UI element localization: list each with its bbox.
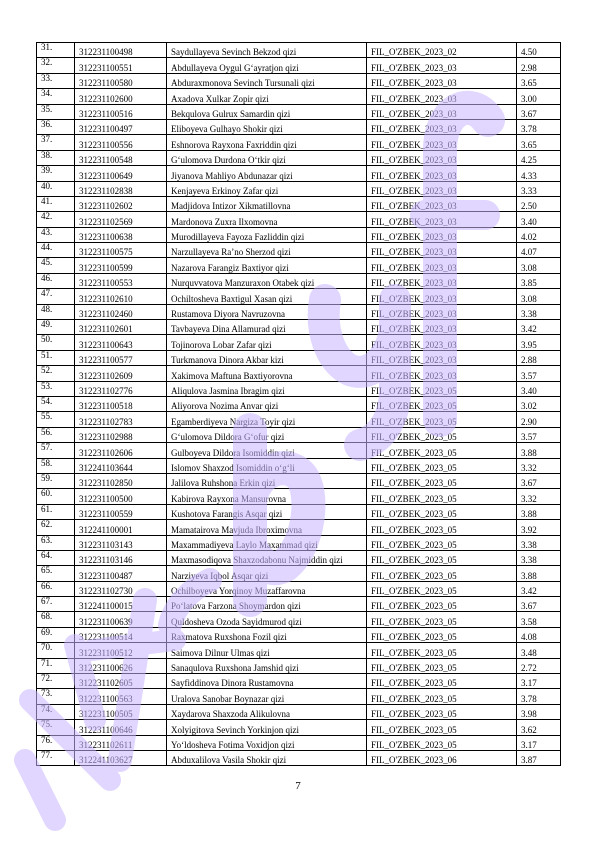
student-name-cell: Xakimova Maftuna Baxtiyorovna (167, 366, 367, 381)
table-row (37, 535, 561, 550)
group-cell: FIL_O'ZBEK_2023_05 (367, 489, 517, 504)
student-id-cell: 312231102602 (75, 196, 167, 211)
group-cell: FIL_O'ZBEK_2023_05 (367, 612, 517, 627)
gpa-cell: 3.88 (517, 504, 561, 519)
student-id-cell: 312231100512 (75, 643, 167, 658)
table-row (37, 212, 561, 227)
student-name-cell: Quldosheva Ozoda Sayidmurod qizi (167, 612, 367, 627)
student-name-cell: Kushotova Farangis Asqar qizi (167, 504, 367, 519)
table-row (37, 273, 561, 288)
row-number-cell: 42. (37, 212, 75, 227)
gpa-cell: 3.62 (517, 720, 561, 735)
gpa-cell: 3.88 (517, 443, 561, 458)
student-id-cell: 312231100551 (75, 58, 167, 73)
table-row (37, 704, 561, 719)
row-number-cell: 72. (37, 674, 75, 689)
student-id-cell: 312231100638 (75, 227, 167, 242)
table-row (37, 89, 561, 104)
student-id-cell: 312231102606 (75, 443, 167, 458)
row-number-cell: 35. (37, 104, 75, 119)
group-cell: FIL_O'ZBEK_2023_05 (367, 458, 517, 473)
student-id-cell: 312231100599 (75, 258, 167, 273)
row-number-cell: 61. (37, 504, 75, 519)
group-cell: FIL_O'ZBEK_2023_05 (367, 535, 517, 550)
group-cell: FIL_O'ZBEK_2023_06 (367, 750, 517, 765)
table-row (37, 196, 561, 211)
table-row (37, 612, 561, 627)
group-cell: FIL_O'ZBEK_2023_03 (367, 289, 517, 304)
student-id-cell: 312231102569 (75, 212, 167, 227)
row-number-cell: 66. (37, 581, 75, 596)
student-id-cell: 312231103143 (75, 535, 167, 550)
gpa-cell: 4.25 (517, 150, 561, 165)
group-cell: FIL_O'ZBEK_2023_03 (367, 258, 517, 273)
table-row (37, 473, 561, 488)
student-name-cell: Abdullayeva Oygul G‘ayratjon qizi (167, 58, 367, 73)
table-row (37, 258, 561, 273)
group-cell: FIL_O'ZBEK_2023_03 (367, 335, 517, 350)
table-row (37, 550, 561, 565)
group-cell: FIL_O'ZBEK_2023_05 (367, 689, 517, 704)
student-id-cell: 312231102988 (75, 427, 167, 442)
group-cell: FIL_O'ZBEK_2023_05 (367, 627, 517, 642)
student-name-cell: Ochiltosheva Baxtigul Xasan qizi (167, 289, 367, 304)
student-name-cell: Maxammadiyeva Laylo Maxammad qizi (167, 535, 367, 550)
group-cell: FIL_O'ZBEK_2023_05 (367, 658, 517, 673)
group-cell: FIL_O'ZBEK_2023_03 (367, 212, 517, 227)
student-name-cell: Xaydarova Shaxzoda Alikulovna (167, 704, 367, 719)
row-number-cell: 38. (37, 150, 75, 165)
row-number-cell: 45. (37, 258, 75, 273)
gpa-cell: 2.72 (517, 658, 561, 673)
row-number-cell: 76. (37, 735, 75, 750)
group-cell: FIL_O'ZBEK_2023_05 (367, 396, 517, 411)
gpa-cell: 2.50 (517, 196, 561, 211)
student-id-cell: 312231102838 (75, 181, 167, 196)
student-name-cell: Jiyanova Mahliyo Abdunazar qizi (167, 166, 367, 181)
student-id-cell: 312231100548 (75, 150, 167, 165)
student-id-cell: 312231100559 (75, 504, 167, 519)
row-number-cell: 67. (37, 597, 75, 612)
student-id-cell: 312231100556 (75, 135, 167, 150)
group-cell: FIL_O'ZBEK_2023_03 (367, 119, 517, 134)
table-row (37, 597, 561, 612)
table-row (37, 735, 561, 750)
student-name-cell: Eliboyeva Gulhayo Shokir qizi (167, 119, 367, 134)
table-row (37, 566, 561, 581)
student-id-cell: 312231100505 (75, 704, 167, 719)
gpa-cell: 4.02 (517, 227, 561, 242)
table-row (37, 58, 561, 73)
row-number-cell: 57. (37, 443, 75, 458)
student-id-cell: 312231100626 (75, 658, 167, 673)
group-cell: FIL_O'ZBEK_2023_05 (367, 504, 517, 519)
student-id-cell: 312231100518 (75, 396, 167, 411)
student-name-cell: Saydullayeva Sevinch Bekzod qizi (167, 43, 367, 58)
student-id-cell: 312231100563 (75, 689, 167, 704)
gpa-cell: 3.65 (517, 135, 561, 150)
gpa-cell: 3.33 (517, 181, 561, 196)
group-cell: FIL_O'ZBEK_2023_03 (367, 150, 517, 165)
gpa-cell: 3.98 (517, 704, 561, 719)
student-id-cell: 312231100498 (75, 43, 167, 58)
student-id-cell: 312231102783 (75, 412, 167, 427)
table-row (37, 489, 561, 504)
student-name-cell: Sanaqulova Ruxshona Jamshid qizi (167, 658, 367, 673)
student-id-cell: 312231100553 (75, 273, 167, 288)
row-number-cell: 63. (37, 535, 75, 550)
student-id-cell: 312231102460 (75, 304, 167, 319)
group-cell: FIL_O'ZBEK_2023_03 (367, 350, 517, 365)
student-name-cell: G‘ulomova Durdona O‘tkir qizi (167, 150, 367, 165)
student-id-cell: 312231100649 (75, 166, 167, 181)
table-row (37, 73, 561, 88)
gpa-cell: 3.57 (517, 366, 561, 381)
table-row (37, 227, 561, 242)
student-id-cell: 312231100575 (75, 243, 167, 258)
student-name-cell: Eshnorova Rayxona Faxriddin qizi (167, 135, 367, 150)
table-row (37, 366, 561, 381)
gpa-cell: 3.32 (517, 489, 561, 504)
table-row (37, 643, 561, 658)
student-name-cell: Aliyorova Nozima Anvar qizi (167, 396, 367, 411)
student-id-cell: 312231102730 (75, 581, 167, 596)
row-number-cell: 59. (37, 473, 75, 488)
group-cell: FIL_O'ZBEK_2023_05 (367, 597, 517, 612)
student-name-cell: Nurquvvatova Manzuraxon Otabek qizi (167, 273, 367, 288)
row-number-cell: 37. (37, 135, 75, 150)
row-number-cell: 58. (37, 458, 75, 473)
student-name-cell: Bekqulova Gulrux Samardin qizi (167, 104, 367, 119)
group-cell: FIL_O'ZBEK_2023_03 (367, 58, 517, 73)
student-name-cell: Islomov Shaxzod Isomiddin o‘g‘li (167, 458, 367, 473)
gpa-cell: 3.40 (517, 381, 561, 396)
student-name-cell: Abduxalilova Vasila Shokir qizi (167, 750, 367, 765)
table-row (37, 674, 561, 689)
student-name-cell: Gulboyeva Dildora Isomiddin qizi (167, 443, 367, 458)
row-number-cell: 64. (37, 550, 75, 565)
group-cell: FIL_O'ZBEK_2023_05 (367, 735, 517, 750)
gpa-cell: 4.08 (517, 627, 561, 642)
table-row (37, 520, 561, 535)
student-name-cell: Nazarova Farangiz Baxtiyor qizi (167, 258, 367, 273)
student-name-cell: Axadova Xulkar Zopir qizi (167, 89, 367, 104)
table-row (37, 181, 561, 196)
group-cell: FIL_O'ZBEK_2023_05 (367, 381, 517, 396)
page-number: 7 (295, 780, 301, 792)
row-number-cell: 65. (37, 566, 75, 581)
student-id-cell: 312241103644 (75, 458, 167, 473)
student-id-cell: 312231100639 (75, 612, 167, 627)
student-name-cell: Madjidova Intizor Xikmatillovna (167, 196, 367, 211)
group-cell: FIL_O'ZBEK_2023_03 (367, 104, 517, 119)
row-number-cell: 62. (37, 520, 75, 535)
group-cell: FIL_O'ZBEK_2023_05 (367, 720, 517, 735)
gpa-cell: 3.57 (517, 427, 561, 442)
gpa-cell: 2.90 (517, 412, 561, 427)
student-id-cell: 312231100646 (75, 720, 167, 735)
group-cell: FIL_O'ZBEK_2023_05 (367, 643, 517, 658)
group-cell: FIL_O'ZBEK_2023_05 (367, 566, 517, 581)
row-number-cell: 32. (37, 58, 75, 73)
row-number-cell: 69. (37, 627, 75, 642)
student-name-cell: G‘ulomova Dildora G‘ofur qizi (167, 427, 367, 442)
gpa-cell: 2.98 (517, 58, 561, 73)
student-name-cell: Xolyigitova Sevinch Yorkinjon qizi (167, 720, 367, 735)
gpa-cell: 3.17 (517, 735, 561, 750)
student-id-cell: 312231102609 (75, 366, 167, 381)
student-id-cell: 312231102601 (75, 320, 167, 335)
row-number-cell: 40. (37, 181, 75, 196)
row-number-cell: 34. (37, 89, 75, 104)
student-id-cell: 312231100577 (75, 350, 167, 365)
student-name-cell: Rustamova Diyora Navruzovna (167, 304, 367, 319)
student-id-cell: 312231100497 (75, 119, 167, 134)
student-name-cell: Tavbayeva Dina Allamurad qizi (167, 320, 367, 335)
group-cell: FIL_O'ZBEK_2023_05 (367, 473, 517, 488)
gpa-cell: 3.58 (517, 612, 561, 627)
table-body (37, 43, 561, 766)
row-number-cell: 43. (37, 227, 75, 242)
student-name-cell: Kabirova Rayxona Mansurovna (167, 489, 367, 504)
table-row (37, 627, 561, 642)
student-name-cell: Maxmasodiqova Shaxzodabonu Najmiddin qizi (167, 550, 367, 565)
gpa-cell: 3.95 (517, 335, 561, 350)
table-row (37, 750, 561, 765)
group-cell: FIL_O'ZBEK_2023_03 (367, 227, 517, 242)
student-name-cell: Narzullayeva Ra’no Sherzod qizi (167, 243, 367, 258)
group-cell: FIL_O'ZBEK_2023_05 (367, 581, 517, 596)
student-id-cell: 312241100015 (75, 597, 167, 612)
row-number-cell: 71. (37, 658, 75, 673)
student-id-cell: 312231102600 (75, 89, 167, 104)
group-cell: FIL_O'ZBEK_2023_05 (367, 412, 517, 427)
row-number-cell: 41. (37, 196, 75, 211)
table-row (37, 458, 561, 473)
student-id-cell: 312231102611 (75, 735, 167, 750)
student-id-cell: 312231102605 (75, 674, 167, 689)
student-name-cell: Saimova Dilnur Ulmas qizi (167, 643, 367, 658)
row-number-cell: 74. (37, 704, 75, 719)
row-number-cell: 56. (37, 427, 75, 442)
student-id-cell: 312241100001 (75, 520, 167, 535)
group-cell: FIL_O'ZBEK_2023_03 (367, 196, 517, 211)
group-cell: FIL_O'ZBEK_2023_03 (367, 320, 517, 335)
table-row (37, 166, 561, 181)
gpa-cell: 3.87 (517, 750, 561, 765)
gpa-cell: 3.38 (517, 535, 561, 550)
student-name-cell: Turkmanova Dinora Akbar kizi (167, 350, 367, 365)
gpa-cell: 4.50 (517, 43, 561, 58)
group-cell: FIL_O'ZBEK_2023_03 (367, 304, 517, 319)
group-cell: FIL_O'ZBEK_2023_05 (367, 427, 517, 442)
student-id-cell: 312231100514 (75, 627, 167, 642)
row-number-cell: 36. (37, 119, 75, 134)
table-row (37, 335, 561, 350)
row-number-cell: 70. (37, 643, 75, 658)
table-row (37, 43, 561, 58)
row-number-cell: 49. (37, 320, 75, 335)
student-name-cell: Mamatairova Mavjuda Ibroximovna (167, 520, 367, 535)
row-number-cell: 46. (37, 273, 75, 288)
group-cell: FIL_O'ZBEK_2023_02 (367, 43, 517, 58)
student-name-cell: Narziyeva Iqbol Asqar qizi (167, 566, 367, 581)
student-id-cell: 312231100643 (75, 335, 167, 350)
row-number-cell: 53. (37, 381, 75, 396)
student-name-cell: Murodillayeva Fayoza Fazliddin qizi (167, 227, 367, 242)
table-row (37, 119, 561, 134)
student-id-cell: 312231103146 (75, 550, 167, 565)
student-name-cell: Ochilboyeva Yorqinoy Muzaffarovna (167, 581, 367, 596)
gpa-cell: 3.88 (517, 566, 561, 581)
group-cell: FIL_O'ZBEK_2023_03 (367, 135, 517, 150)
table-row (37, 304, 561, 319)
row-number-cell: 52. (37, 366, 75, 381)
table-row (37, 150, 561, 165)
row-number-cell: 73. (37, 689, 75, 704)
group-cell: FIL_O'ZBEK_2023_05 (367, 520, 517, 535)
student-name-cell: Uralova Sanobar Boynazar qizi (167, 689, 367, 704)
student-name-cell: Aliqulova Jasmina Ibragim qizi (167, 381, 367, 396)
gpa-cell: 3.32 (517, 458, 561, 473)
gpa-cell: 3.17 (517, 674, 561, 689)
row-number-cell: 75. (37, 720, 75, 735)
student-name-cell: Abduraxmonova Sevinch Tursunali qizi (167, 73, 367, 88)
student-id-cell: 312241103627 (75, 750, 167, 765)
row-number-cell: 44. (37, 243, 75, 258)
group-cell: FIL_O'ZBEK_2023_05 (367, 674, 517, 689)
gpa-cell: 3.67 (517, 597, 561, 612)
table-row (37, 350, 561, 365)
student-name-cell: Mardonova Zuxra Ilxomovna (167, 212, 367, 227)
table-row (37, 427, 561, 442)
row-number-cell: 39. (37, 166, 75, 181)
student-name-cell: Raxmatova Ruxshona Fozil qizi (167, 627, 367, 642)
table-row (37, 289, 561, 304)
group-cell: FIL_O'ZBEK_2023_05 (367, 704, 517, 719)
gpa-cell: 3.08 (517, 289, 561, 304)
row-number-cell: 47. (37, 289, 75, 304)
group-cell: FIL_O'ZBEK_2023_03 (367, 366, 517, 381)
table-row (37, 412, 561, 427)
student-id-cell: 312231100500 (75, 489, 167, 504)
gpa-cell: 2.88 (517, 350, 561, 365)
student-name-cell: Egamberdiyeva Nargiza Toyir qizi (167, 412, 367, 427)
student-name-cell: Kenjayeva Erkinoy Zafar qizi (167, 181, 367, 196)
table-row (37, 243, 561, 258)
table-row (37, 658, 561, 673)
gpa-cell: 3.38 (517, 550, 561, 565)
gpa-cell: 3.02 (517, 396, 561, 411)
student-name-cell: Jalilova Ruhshona Erkin qizi (167, 473, 367, 488)
table-row (37, 504, 561, 519)
group-cell: FIL_O'ZBEK_2023_03 (367, 273, 517, 288)
student-name-cell: Yo‘ldosheva Fotima Voxidjon qizi (167, 735, 367, 750)
gpa-cell: 3.40 (517, 212, 561, 227)
group-cell: FIL_O'ZBEK_2023_05 (367, 443, 517, 458)
gpa-cell: 3.48 (517, 643, 561, 658)
group-cell: FIL_O'ZBEK_2023_03 (367, 73, 517, 88)
table-row (37, 320, 561, 335)
gpa-cell: 3.38 (517, 304, 561, 319)
group-cell: FIL_O'ZBEK_2023_03 (367, 166, 517, 181)
gpa-cell: 4.33 (517, 166, 561, 181)
table-row (37, 104, 561, 119)
row-number-cell: 77. (37, 750, 75, 765)
group-cell: FIL_O'ZBEK_2023_03 (367, 89, 517, 104)
row-number-cell: 68. (37, 612, 75, 627)
student-id-cell: 312231102776 (75, 381, 167, 396)
student-name-cell: Po‘latova Farzona Shoymardon qizi (167, 597, 367, 612)
student-id-cell: 312231100516 (75, 104, 167, 119)
row-number-cell: 33. (37, 73, 75, 88)
gpa-cell: 4.07 (517, 243, 561, 258)
group-cell: FIL_O'ZBEK_2023_03 (367, 181, 517, 196)
gpa-cell: 3.92 (517, 520, 561, 535)
table-row (37, 396, 561, 411)
row-number-cell: 54. (37, 396, 75, 411)
table-row (37, 581, 561, 596)
row-number-cell: 50. (37, 335, 75, 350)
gpa-cell: 3.00 (517, 89, 561, 104)
table-row (37, 381, 561, 396)
table-row (37, 443, 561, 458)
group-cell: FIL_O'ZBEK_2023_03 (367, 243, 517, 258)
gpa-cell: 3.78 (517, 119, 561, 134)
student-id-cell: 312231100487 (75, 566, 167, 581)
table-row (37, 689, 561, 704)
gpa-cell: 3.08 (517, 258, 561, 273)
gpa-cell: 3.85 (517, 273, 561, 288)
group-cell: FIL_O'ZBEK_2023_05 (367, 550, 517, 565)
row-number-cell: 55. (37, 412, 75, 427)
student-id-cell: 312231102610 (75, 289, 167, 304)
student-id-cell: 312231100580 (75, 73, 167, 88)
student-name-cell: Sayfiddinova Dinora Rustamovna (167, 674, 367, 689)
gpa-cell: 3.65 (517, 73, 561, 88)
row-number-cell: 48. (37, 304, 75, 319)
gpa-cell: 3.67 (517, 104, 561, 119)
gpa-cell: 3.78 (517, 689, 561, 704)
row-number-cell: 31. (37, 43, 75, 58)
gpa-cell: 3.42 (517, 581, 561, 596)
row-number-cell: 60. (37, 489, 75, 504)
student-id-cell: 312231102850 (75, 473, 167, 488)
table-row (37, 720, 561, 735)
student-name-cell: Tojinorova Lobar Zafar qizi (167, 335, 367, 350)
gpa-cell: 3.42 (517, 320, 561, 335)
row-number-cell: 51. (37, 350, 75, 365)
student-grades-table (36, 42, 561, 766)
table-row (37, 135, 561, 150)
gpa-cell: 3.67 (517, 473, 561, 488)
